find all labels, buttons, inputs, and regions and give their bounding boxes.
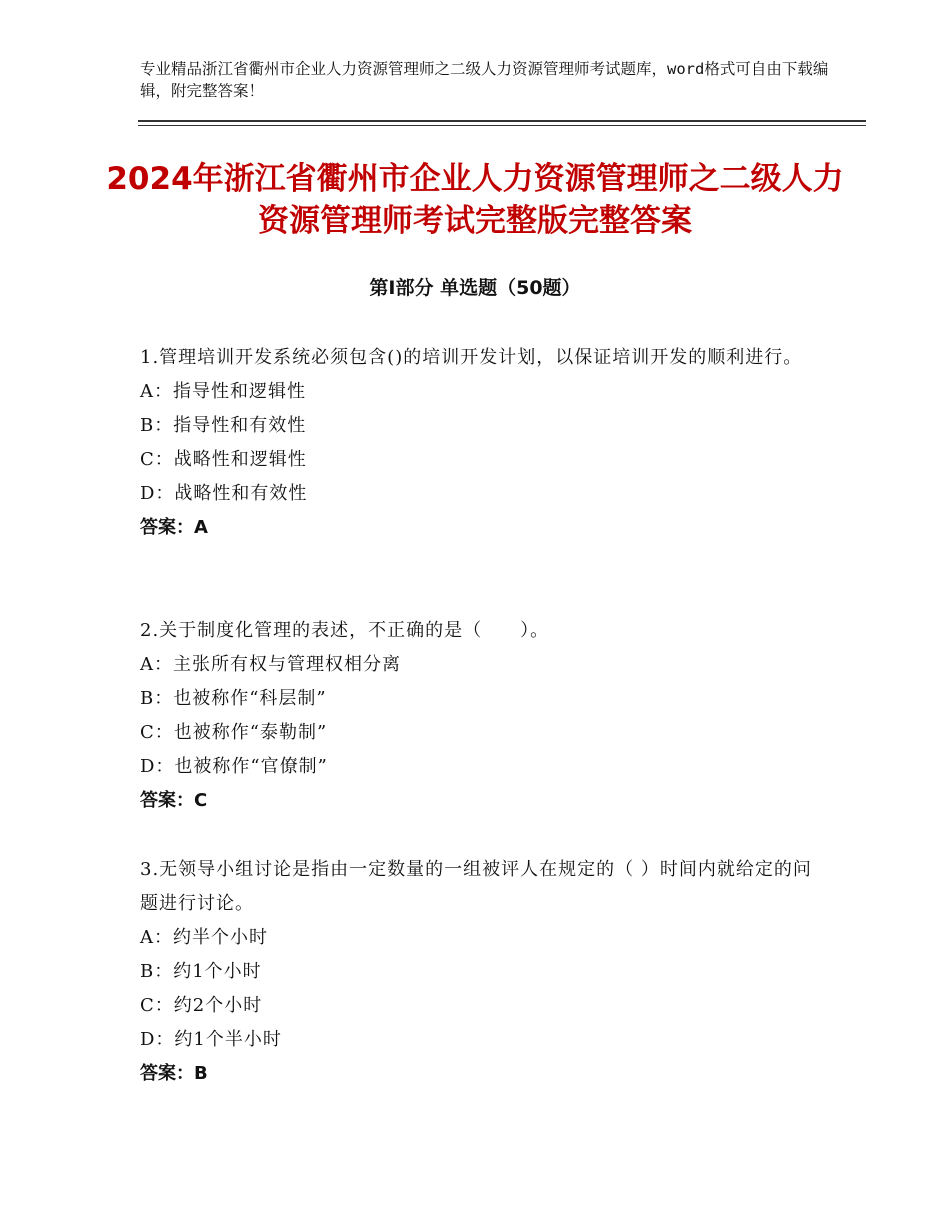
option-c: C：也被称作“泰勒制” <box>140 722 328 743</box>
option-b: B：也被称作“科层制” <box>140 688 327 709</box>
header-rule-thin <box>138 125 866 126</box>
question-stem: 1.管理培训开发系统必须包含()的培训开发计划，以保证培训开发的顺利进行。 <box>140 347 803 368</box>
option-d: D：战略性和有效性 <box>140 483 308 504</box>
option-a: A：指导性和逻辑性 <box>140 381 306 402</box>
question-stem: 2.关于制度化管理的表述，不正确的是（ ）。 <box>140 620 550 641</box>
option-b: B：指导性和有效性 <box>140 415 307 436</box>
question-2 <box>140 614 830 818</box>
answer: 答案：C <box>140 790 208 811</box>
answer: 答案：A <box>140 517 208 538</box>
option-a: A：约半个小时 <box>140 927 268 948</box>
option-d: D：约1个半小时 <box>140 1029 282 1050</box>
question-stem: 3.无领导小组讨论是指由一定数量的一组被评人在规定的（ ）时间内就给定的问题进行讨论。 <box>140 859 812 914</box>
question-3 <box>140 853 830 1091</box>
document-title: 2024年浙江省衢州市企业人力资源管理师之二级人力资源管理师考试完整版完整答案 <box>106 161 844 239</box>
answer: 答案：B <box>140 1063 208 1084</box>
section-title: 第Ⅰ部分 单选题（50题） <box>369 277 581 299</box>
option-b: B：约1个小时 <box>140 961 262 982</box>
option-d: D：也被称作“官僚制” <box>140 756 328 777</box>
option-c: C：战略性和逻辑性 <box>140 449 307 470</box>
header-rule-thick <box>138 120 866 122</box>
question-1 <box>140 341 830 545</box>
option-c: C：约2个小时 <box>140 995 263 1016</box>
option-a: A：主张所有权与管理权相分离 <box>140 654 401 675</box>
header-note: 专业精品浙江省衢州市企业人力资源管理师之二级人力资源管理师考试题库，word格式可自由下载编辑，附完整答案！ <box>140 60 829 100</box>
